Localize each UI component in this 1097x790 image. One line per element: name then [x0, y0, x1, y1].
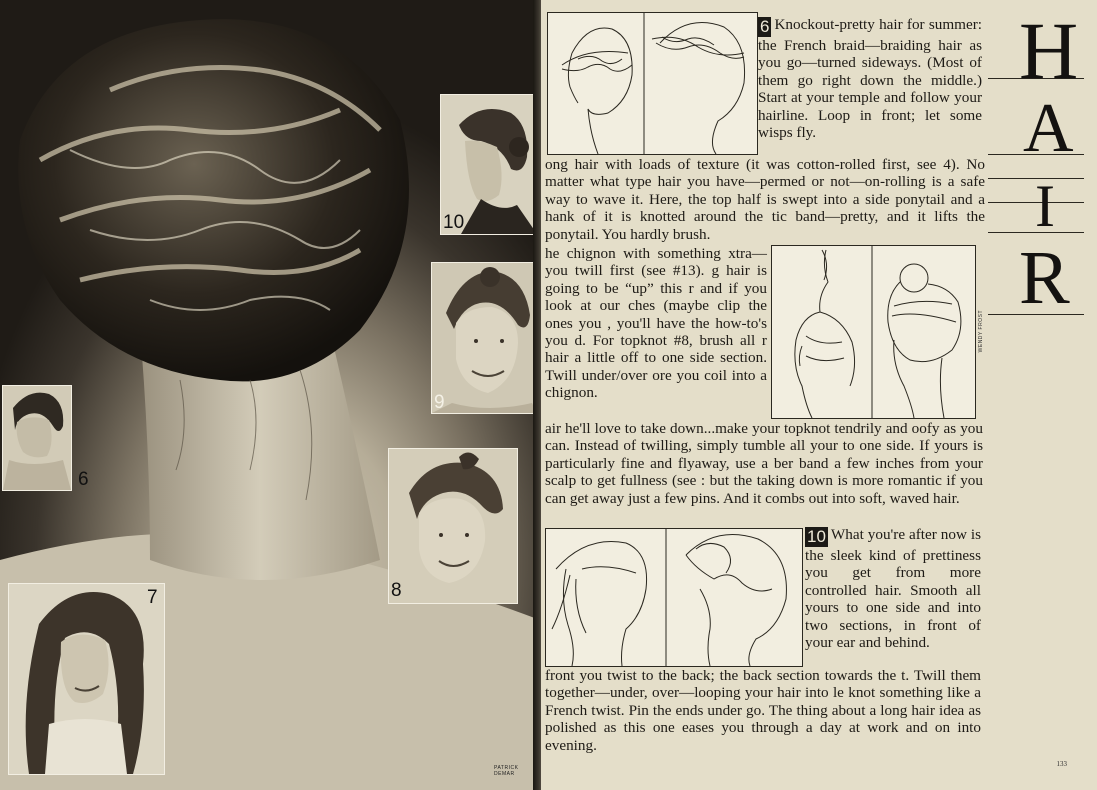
section-6-body: Knockout-pretty hair for summer: the French braid—braiding hair as you go—turned sideways. (Most of them go right down the middle.) Start at your temple and follow your hairline. Loop in front; let some wisps fly.: [758, 16, 982, 142]
inset-photo-10: [440, 94, 538, 235]
photo-credit: PATRICK DEMAR: [494, 765, 519, 777]
title-letter-h: H: [1019, 5, 1079, 96]
inset-photo-9: [431, 262, 538, 414]
title-letter-r: R: [1019, 236, 1070, 320]
inset-number-6: 6: [78, 469, 89, 490]
long-hair-paragraph: [545, 156, 985, 243]
section-10-badge: 10: [807, 527, 826, 546]
chignon-paragraph: [545, 245, 767, 402]
long-hair-text: ong hair with loads of texture (it was cotton-rolled first, see 4). No matter what type hair you have—permed or not—on-rolling is a safe way to wave it. Here, the top half is swept into a side ponytail and a hank of it is knotted around the tic band—pretty, and it lifts the ponytail. You hardly brush.: [545, 156, 985, 243]
chignon-text: he chignon with something xtra—you twill first (see #13). g hair is going to be “up” this r and if you look at our ches (maybe clip the ones you , you'll have the how-to's you d. For topknot #8, brush all r hair a little off to one side section. Twill under/over ore you coil into a chignon.: [545, 245, 767, 402]
inset-number-8: 8: [391, 580, 402, 601]
page-number: 133: [1056, 760, 1067, 768]
artist-credit: WENDY FROST: [978, 310, 984, 353]
inset-number-10: 10: [443, 212, 465, 233]
topknot-text: air he'll love to take down...make your topknot tendrily and oofy as you can. Instead of twilling, simply tumble all your to one side. If yours is particularly fine and flyaway, use a ber band a few inches from your scalp to get fullness (see : but the taking down is more romantic if you can get away just a few pins. And it combs out into soft, waved hair.: [545, 420, 983, 507]
inset-photo-6: [2, 385, 72, 491]
final-text: front you twist to the back; the back section towards the t. Twill them together—under, over—looping your hair into le knot something like a French twist. Pin the ends under go. The thing about a long hair idea as polished as this one eases you through a day at work and on into evening.: [545, 667, 981, 754]
final-paragraph: [545, 667, 981, 754]
topknot-paragraph: [545, 420, 983, 507]
illustration-french-twist: [545, 528, 803, 667]
section-6-badge: 6: [760, 17, 770, 36]
section-10-text: [805, 526, 981, 651]
left-photo-page: [0, 0, 540, 790]
section-10-body: What you're after now is the sleek kind of prettiness you get from more controlled hair. Smooth all yours to one side and into two sections, in front of your ear and behind.: [805, 526, 981, 652]
title-letter-i: I: [1035, 173, 1055, 239]
title-letter-a: A: [1023, 90, 1074, 167]
illustration-topknot: [771, 245, 976, 419]
inset-number-9: 9: [434, 392, 445, 413]
inset-photo-8: [388, 448, 518, 604]
right-text-page: [541, 0, 1097, 790]
inset-photo-7: [8, 583, 165, 775]
section-6-text: [758, 16, 982, 141]
inset-number-7: 7: [147, 587, 158, 608]
illustration-french-braid: [547, 12, 758, 155]
